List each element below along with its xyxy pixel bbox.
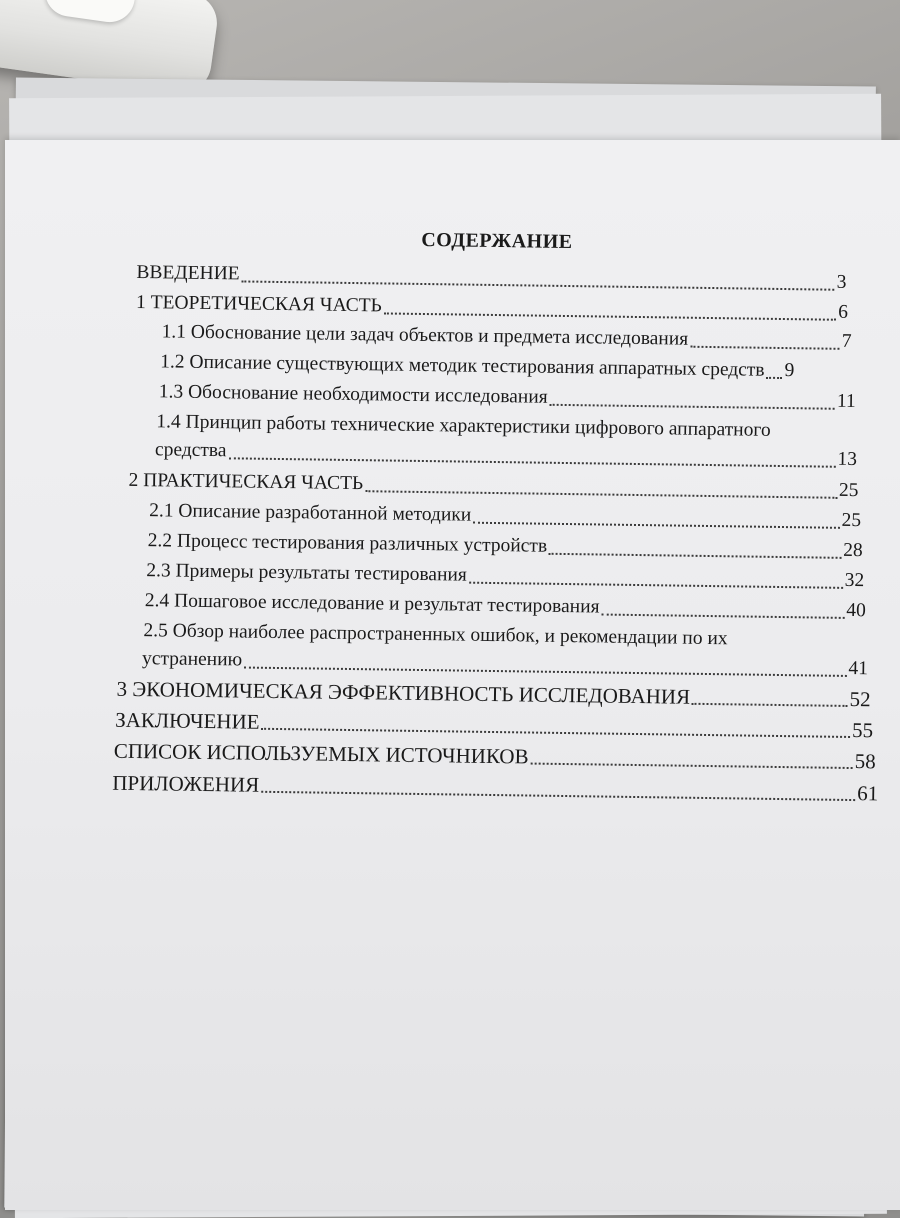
- toc-entry-label: 3 ЭКОНОМИЧЕСКАЯ ЭФФЕКТИВНОСТЬ ИССЛЕДОВАНИЯ: [116, 676, 691, 709]
- toc-entry-page: 6: [838, 301, 849, 323]
- toc-entry-page: 7: [841, 330, 852, 352]
- leader-dots: [550, 386, 836, 410]
- toc-entry-label: СПИСОК ИСПОЛЬЗУЕМЫХ ИСТОЧНИКОВ: [113, 738, 529, 769]
- leader-dots: [365, 472, 837, 499]
- toc-entry[interactable]: [155, 438, 857, 473]
- toc-entry-page: 3: [836, 271, 847, 293]
- leader-dots: [469, 564, 843, 589]
- toc-entry[interactable]: [112, 771, 878, 807]
- toc-entry-page: 41: [848, 657, 869, 680]
- toc-entry[interactable]: [145, 589, 866, 624]
- toc-entry-page: 52: [849, 686, 871, 712]
- toc-entry-label: 2.2 Процесс тестирования различных устройств: [147, 530, 548, 557]
- toc-entry-page: 25: [838, 479, 859, 502]
- toc-entry-page: 58: [854, 749, 876, 774]
- leader-dots: [228, 439, 835, 467]
- toc-title: СОДЕРЖАНИЕ: [421, 228, 573, 254]
- toc-entry[interactable]: [142, 647, 868, 682]
- toc-entry-label: 1.1 Обоснование цели задач объектов и предмета исследования: [161, 321, 689, 350]
- leader-dots: [690, 328, 840, 350]
- toc-entry-label: ЗАКЛЮЧЕНИЕ: [115, 707, 260, 734]
- toc-entry-page: 13: [837, 448, 858, 471]
- toc-entry[interactable]: [159, 380, 856, 415]
- table-of-contents: [0, 133, 900, 965]
- leader-dots: [261, 773, 855, 801]
- toc-entry-label-line1: 1.4 Принцип работы технические характеристики цифрового аппаратного: [156, 411, 771, 441]
- toc-entry-page: 61: [857, 781, 879, 806]
- leader-dots: [530, 745, 852, 769]
- toc-entry-label-line1: 2.5 Обзор наиболее распространенных ошибок, и рекомендации по их: [143, 620, 728, 650]
- document-page: [5, 140, 900, 1210]
- toc-entry[interactable]: [128, 469, 858, 504]
- toc-entry[interactable]: [136, 261, 846, 296]
- toc-entry[interactable]: [146, 559, 864, 594]
- device-cap: [42, 0, 138, 25]
- toc-entry-label: 2 ПРАКТИЧЕСКАЯ ЧАСТЬ: [128, 469, 364, 495]
- toc-entry-label: 1 ТЕОРЕТИЧЕСКАЯ ЧАСТЬ: [135, 291, 382, 317]
- leader-dots: [601, 596, 844, 619]
- toc-entry-page: 40: [846, 599, 866, 622]
- toc-entry-page: 32: [844, 569, 865, 592]
- toc-entry-page: 55: [851, 718, 874, 743]
- toc-entry[interactable]: [114, 739, 876, 775]
- leader-dots: [549, 535, 841, 559]
- toc-entry[interactable]: [148, 529, 863, 564]
- toc-entry-page: 11: [836, 390, 856, 413]
- toc-entry[interactable]: [161, 320, 851, 355]
- toc-entry[interactable]: [116, 677, 870, 713]
- toc-entry-page: 28: [843, 539, 863, 562]
- toc-entry-label: 1.3 Обоснование необходимости исследования: [158, 381, 548, 408]
- toc-entry-label: 2.4 Пошаговое исследование и результат тестирования: [144, 590, 600, 618]
- toc-entry-label: устранению: [141, 648, 243, 671]
- leader-dots: [473, 504, 840, 529]
- leader-dots: [766, 359, 782, 379]
- toc-entry[interactable]: [115, 708, 873, 744]
- leader-dots: [244, 649, 847, 677]
- toc-entry-label: 2.3 Примеры результаты тестирования: [146, 560, 468, 586]
- toc-entry-label: 1.2 Описание существующих методик тестирования аппаратных средств: [160, 351, 765, 381]
- toc-entry-label: средства: [154, 439, 227, 462]
- leader-dots: [384, 294, 837, 320]
- leader-dots: [692, 685, 848, 707]
- toc-entry[interactable]: [160, 350, 854, 385]
- leader-dots: [261, 710, 850, 738]
- toc-entry-label: ВВЕДЕНИЕ: [136, 261, 240, 285]
- toc-entry-label: ПРИЛОЖЕНИЯ: [112, 770, 260, 797]
- leader-dots: [242, 262, 835, 290]
- toc-entry-page: 25: [841, 509, 862, 532]
- toc-entry[interactable]: [149, 499, 861, 534]
- toc-entry-label: 2.1 Описание разработанной методики: [148, 500, 472, 526]
- toc-entry-page: 9: [784, 360, 795, 382]
